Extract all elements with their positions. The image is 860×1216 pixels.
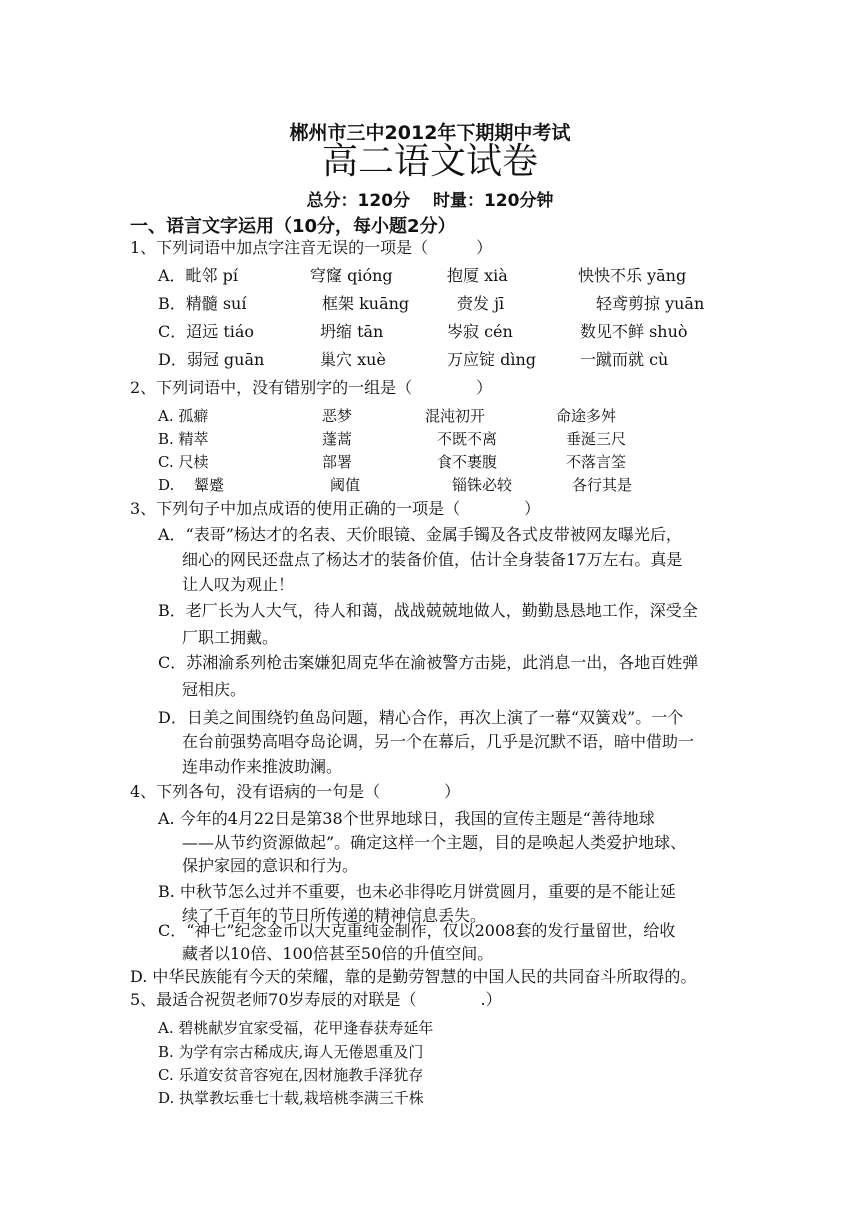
q4-line: 续了千百年的节日所传递的精神信息丢失。 [182,906,487,925]
q2-option-d-3: 锱铢必较 [452,476,513,494]
q1-option-b-1: B．精髓 suí [158,294,247,313]
exam-meta: 总分：120分 时量：120分钟 [306,191,554,211]
q1-option-c-4: 数见不鲜 shuò [580,322,688,341]
q1-option-d-3: 万应锭 dìng [447,350,536,369]
q1-option-d-1: D．弱冠 guān [158,350,265,369]
q2-option-b-4: 垂涎三尺 [566,430,627,448]
q3-line: A．“表哥”杨达才的名表、天价眼镜、金属手镯及各式皮带被网友曝光后， [158,525,682,544]
q2-option-b-3: 不既不离 [437,430,498,448]
q4-line: 藏者以10倍、100倍甚至50倍的升值空间。 [182,944,494,963]
q2-option-b-1: B. 精萃 [158,430,209,448]
q1-option-a-1: A．毗邻 pí [158,266,239,285]
q5-option: B. 为学有宗古稀成庆,诲人无倦恩重及门 [158,1043,424,1061]
q2-option-d-1: D. 颦蹙 [158,476,225,494]
q4-line: C．“神七”纪念金币以大克重纯金制作，仅以2008套的发行量留世，给收 [158,921,676,940]
q4-line: 保护家园的意识和行为。 [182,856,359,875]
q5-option: C. 乐道安贫音容宛在,因材施教手泽犹存 [158,1066,424,1084]
q1-option-a-4: 怏怏不乐 yāng [578,266,687,285]
q1-option-b-4: 轻鸢剪掠 yuān [596,294,705,313]
q1-option-b-2: 框架 kuāng [322,294,410,313]
q1-option-d-2: 巢穴 xuè [320,350,386,369]
q4-line: D. 中华民族能有今天的荣耀，靠的是勤劳智慧的中国人民的共同奋斗所取得的。 [130,967,697,986]
exam-school-title: 郴州市三中2012年下期期中考试 [289,122,571,144]
section-1-title: 一、语言文字运用（10分，每小题2分） [130,216,456,237]
q2-option-a-4: 命途多舛 [556,407,617,425]
q1-option-a-3: 抱厦 xià [447,266,508,285]
q3-line: 在台前强势高唱夺岛论调，另一个在幕后，几乎是沉默不语，暗中借助一 [182,732,695,751]
q3-line: 厂职工拥戴。 [182,628,279,647]
q3-line: 让人叹为观止！ [182,575,295,594]
q4-line: ——从节约资源做起”。确定这样一个主题，目的是唤起人类爱护地球、 [182,833,687,852]
q1-option-a-2: 穹窿 qióng [310,266,393,285]
q3-line: 连串动作来推波助澜。 [182,757,343,776]
q2-option-d-2: 阈值 [330,476,361,494]
q2-option-c-4: 不落言筌 [566,453,627,471]
q3-stem: 3、下列句子中加点成语的使用正确的一项是（ ） [130,499,541,518]
q4-stem: 4、下列各句，没有语病的一句是（ ） [130,782,461,801]
q2-option-a-1: A. 孤癖 [158,407,209,425]
q5-option: D. 执掌教坛垂七十载,栽培桃李满三千株 [158,1089,424,1107]
q2-option-c-2: 部署 [322,453,353,471]
q2-option-c-1: C. 尺椟 [158,453,209,471]
q2-option-c-3: 食不裹腹 [437,453,498,471]
q2-option-b-2: 蓬蒿 [322,430,353,448]
q5-option: A. 碧桃献岁宜家受福，花甲逢春获寿延年 [158,1019,434,1037]
q2-option-d-4: 各行其是 [572,476,633,494]
q1-option-c-2: 坍缩 tān [320,322,384,341]
q1-option-b-3: 赍发 jī [457,294,505,313]
q5-stem: 5、最适合祝贺老师70岁寿辰的对联是（ .） [130,990,502,1009]
q1-option-c-1: C．迢远 tiáo [158,322,255,341]
q4-line: B. 中秋节怎么过并不重要，也未必非得吃月饼赏圆月，重要的是不能让延 [158,882,676,901]
q4-line: A. 今年的4月22日是第38个世界地球日，我国的宣传主题是“善待地球 [158,809,655,828]
q3-line: 细心的网民还盘点了杨达才的装备价值，估计全身装备17万左右。真是 [182,550,683,569]
q1-stem: 1、下列词语中加点字注音无误的一项是（ ） [130,238,493,257]
exam-subject-title: 高二语文试卷 [321,141,538,182]
q3-line: C．苏湘渝系列枪击案嫌犯周克华在渝被警方击毙，此消息一出，各地百姓弹 [158,653,699,672]
q1-option-d-4: 一蹴而就 cù [580,350,669,369]
q3-line: 冠相庆。 [182,680,247,699]
q3-line: D．日美之间围绕钓鱼岛问题，精心合作，再次上演了一幕“双簧戏”。一个 [158,708,684,727]
q1-option-c-3: 岑寂 cén [447,322,513,341]
q2-option-a-2: 恶梦 [322,407,353,425]
q3-line: B．老厂长为人大气，待人和蔼，战战兢兢地做人，勤勤恳恳地工作，深受全 [158,601,698,620]
q2-stem: 2、下列词语中，没有错别字的一组是（ ） [130,378,493,397]
q2-option-a-3: 混沌初开 [425,407,486,425]
